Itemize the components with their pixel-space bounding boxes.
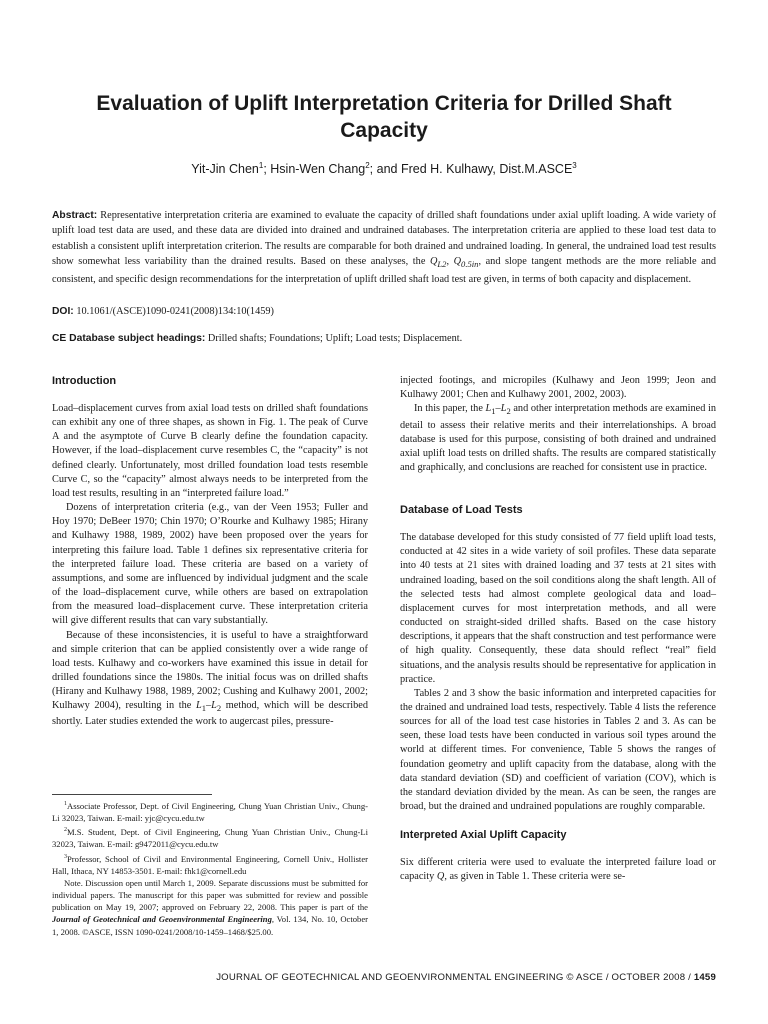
paragraph: Load–displacement curves from axial load tests on drilled shaft foundations can exhibit any one of three shapes, as shown in Fig. 1. The peak of Curve A and the asymptote of Curve B clearly define the foundation capacity. However, if the load–displacement curve resembles C, the “capacity” is not defined clearly. Unfortunately, most drilled foundation load tests resemble Curve C, so the “capacity” almost always needs to be interpreted from the load test results, resulting in an “interpreted failure load.”	[52, 403, 368, 499]
subject-headings	[52, 332, 716, 346]
paragraph: Six different criteria were used to evaluate the interpreted failure load or capacity Q, as given in Table 1. These criteria were se-	[400, 857, 716, 883]
author-1-affil: 1	[258, 161, 264, 170]
footnotes	[52, 798, 368, 938]
footnote-3: $^3$Professor, School of Civil and Environmental Engineering, Cornell Univ., Hollister Hall, Ithaca, NY 14853-3501. E-mail: fhk1@cornell.edu	[52, 853, 368, 876]
journal-name: Journal of Geotechnical and Geoenvironmental Engineering	[52, 914, 272, 925]
doi-value: 10.1061/(ASCE)1090-0241(2008)134:10(1459)	[73, 306, 274, 317]
page-number: 1459	[693, 972, 716, 983]
left-column	[52, 374, 368, 730]
paragraph: Tables 2 and 3 show the basic information and interpreted capacities for the drained and undrained load tests, respectively. Table 4 lists the reference sources for all of the load test case histories in Tables 2 and 3. As can be seen, these load tests have been conducted in various soil types around the world at different times. For convenience, Table 5 shows the ranges of foundation geometry and uplift capacity from the database, along with the data standard deviation (SD) and coefficient of variation (COV), which is the standard deviation divided by the mean. As can be seen, the ranges are broad, but the drained and undrained populations are roughly comparable.	[400, 687, 716, 813]
subject-label: CE Database subject headings:	[52, 333, 206, 344]
author-2-affil: 2	[365, 161, 370, 170]
paragraph: The database developed for this study consisted of 77 field uplift load tests, conducted at 42 sites in a wide variety of soil profiles. These data separate into 40 tests at 21 sites with drained loading and 37 tests at 21 sites with undrained loading, based on the soil conditions along the shaft length. All of the selected tests had almost complete geological data and load–displacement curves for most interpretation methods, and all were conducted on straight-sided drilled shafts. Based on the case history descriptions, it appears that the shaft construction and test performance were of high quality. Consequently, these data should reflect “real” field situations, and the analysis results should be representative for application in practice.	[400, 532, 716, 685]
discussion-note: Note. Discussion open until March 1, 2009. Separate discussions must be submitted for individual papers. The manuscript for this paper was submitted for review and possible publication on May 19, 2007; approved on February 22, 2008. This paper is part of the Journal of Geotechnical and Geoenvironmental Engineering, Vol. 134, No. 10, October 1, 2008. ©ASCE, ISSN 1090-0241/2008/10-1459–1468/$25.00.	[52, 877, 368, 937]
section-heading-database: Database of Load Tests	[400, 504, 523, 517]
footnote-1: $^1$Associate Professor, Dept. of Civil Engineering, Chung Yuan Christian Univ., Chung-Li 32023, Taiwan. E-mail: yjc@cycu.edu.tw	[52, 800, 368, 824]
footnote-2: $^2$M.S. Student, Dept. of Civil Engineering, Chung Yuan Christian Univ., Chung-Li 32023, Taiwan. E-mail: g9472011@cycu.edu.tw	[52, 827, 368, 850]
abstract-label: Abstract:	[52, 210, 98, 221]
author-1: Yit-Jin Chen	[191, 162, 259, 177]
author-2: Hsin-Wen Chang	[270, 162, 366, 177]
paragraph: injected footings, and micropiles (Kulhawy and Jeon 1999; Jeon and Kulhawy 2001; Chen and Kulhawy 2001, 2002, 2003).	[400, 375, 716, 401]
footnote-rule	[52, 794, 212, 795]
journal-footer: JOURNAL OF GEOTECHNICAL AND GEOENVIRONMENTAL ENGINEERING © ASCE / OCTOBER 2008 /	[216, 972, 694, 983]
abstract: Abstract: Representative interpretation criteria are examined to evaluate the capacity of drilled shaft foundations under axial uplift loading. A wide variety of uplift load test data are used, and these data are divided into drained and undrained databases. The interpretation criteria are applied to these load test data to establish a consistent uplift interpretation criterion. The results are comparable for both drained and undrained loading. In general, the undrained load test results show somewhat less variability than the drained results. Based on these analyses, the $Q_{L2}$, $Q_{0.5in}$, and slope tangent methods are the more reliable and consistent, and specific design recommendations for the interpretation of uplift drilled shaft load test are given, in terms of both capacity and displacement.	[52, 210, 716, 286]
section-heading-capacity: Interpreted Axial Uplift Capacity	[400, 829, 567, 842]
doi-label: DOI:	[52, 306, 74, 317]
paragraph: Because of these inconsistencies, it is useful to have a straightforward and simple criterion that can be applied consistently over a wide range of load tests. Kulhawy and co-workers have examined this issue in detail for drilled foundations since the 1980s. The initial focus was on drilled shafts (Hirany and Kulhawy 1988, 1989, 2002; Cushing and Kulhawy 2001, 2002; Kulhawy 2004), resulting in the $L_1-L_2$ method, which will be described shortly. Later studies extended the work to augercast piles, pressure-	[52, 629, 368, 728]
paragraph: Dozens of interpretation criteria (e.g., van der Veen 1953; Fuller and Hoy 1970; DeBeer 1970; Chin 1970; O’Rourke and Kulhawy 1985; Hirany and Kulhawy 1988, 1989, 2002) have been proposed over the years for interpreting this failure load. Table 1 defines six representative criteria for the interpreted failure load. These criteria are based on a variety of assumptions, and some are influenced by individual judgment and the scale of the load–displacement curve, while others are based on extrapolation from the measured load–displacement curve. These interpretation criteria will give different results that can vary substantially.	[52, 502, 368, 627]
right-column	[400, 374, 716, 885]
author-3: Fred H. Kulhawy, Dist.M.ASCE	[400, 162, 573, 177]
section-heading-introduction: Introduction	[52, 375, 117, 387]
paragraph: In this paper, the $L_1-L_2$ and other interpretation methods are examined in detail to assess their relative merits and their interrelationships. A broad database is used for this purpose, consisting of both drained and undrained axial uplift load tests on drilled shafts. The results are compared statistically and graphically, and conclusions are reached for consistent use in practice.	[400, 403, 717, 473]
author-line: Yit-Jin Chen$^1$; Hsin-Wen Chang$^2$; and Fred H. Kulhawy, Dist.M.ASCE$^3$	[191, 161, 577, 177]
running-footer	[52, 972, 716, 983]
author-3-affil: 3	[572, 161, 577, 170]
subject-value: Drilled shafts; Foundations; Uplift; Load tests; Displacement.	[205, 333, 463, 344]
doi-line	[52, 305, 716, 319]
paper-title: Evaluation of Uplift Interpretation Criteria for Drilled Shaft Capacity	[96, 92, 672, 142]
